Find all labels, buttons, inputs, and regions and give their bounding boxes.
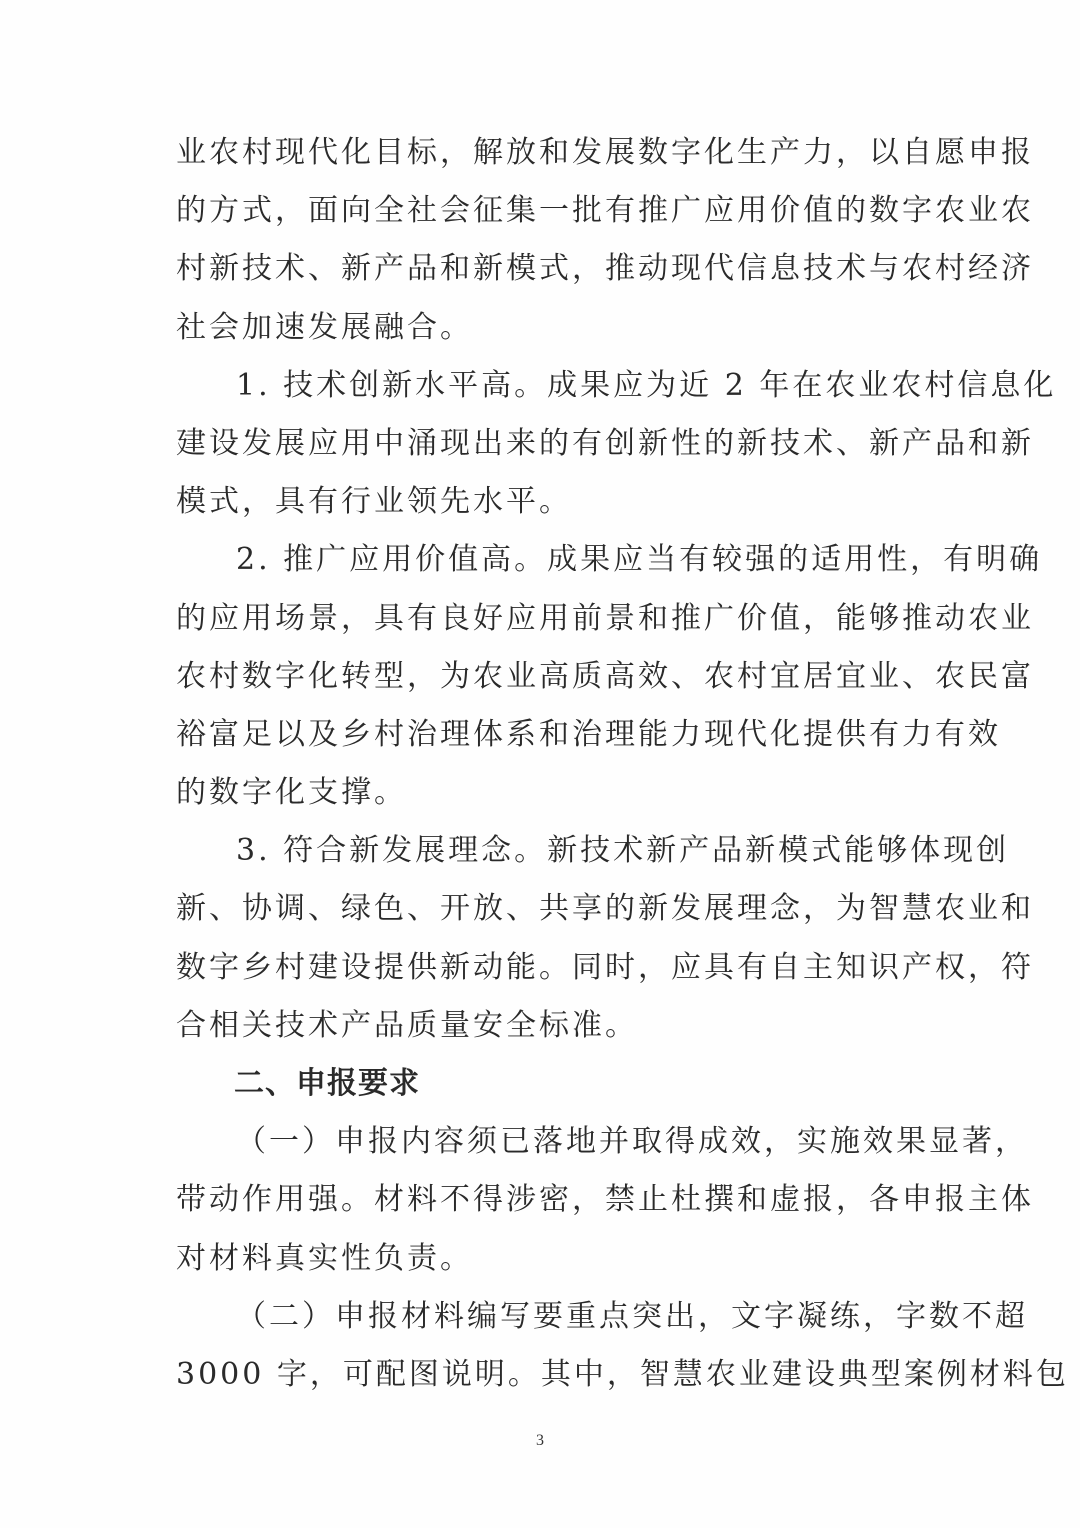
text-line: 合相关技术产品质量安全标准。 [176,1007,638,1043]
text-line: 模式，具有行业领先水平。 [176,484,572,520]
requirement-2-line: （二）申报材料编写要重点突出，文字凝练，字数不超 [236,1298,1028,1334]
text-line: 对材料真实性负责。 [176,1240,473,1276]
document-body [176,124,1069,1404]
section-heading: 二、申报要求 [234,1066,420,1101]
text-line: 的方式，面向全社会征集一批有推广应用价值的数字农业农 [176,193,1034,229]
text-line: 村新技术、新产品和新模式，推动现代信息技术与农村经济 [176,251,1034,287]
text-line: 的应用场景，具有良好应用前景和推广价值，能够推动农业 [176,600,1034,636]
text-line: 数字乡村建设提供新动能。同时，应具有自主知识产权，符 [176,949,1034,985]
requirement-1-line: （一）申报内容须已落地并取得成效，实施效果显著， [236,1124,1028,1160]
criterion-2-line: 2. 推广应用价值高。成果应当有较强的适用性，有明确 [236,542,1043,578]
criterion-3-line: 3. 符合新发展理念。新技术新产品新模式能够体现创 [236,833,1010,869]
text-line: 的数字化支撑。 [176,775,407,811]
text-line: 带动作用强。材料不得涉密，禁止杜撰和虚报，各申报主体 [176,1182,1034,1218]
text-line: 业农村现代化目标，解放和发展数字化生产力，以自愿申报 [176,135,1034,170]
text-line: 3000 字，可配图说明。其中，智慧农业建设典型案例材料包 [176,1356,1069,1392]
criterion-1-line: 1. 技术创新水平高。成果应为近 2 年在农业农村信息化 [236,367,1057,403]
text-line: 裕富足以及乡村治理体系和治理能力现代化提供有力有效 [176,716,1001,752]
text-line: 农村数字化转型，为农业高质高效、农村宜居宜业、农民富 [176,658,1034,694]
page-number: 3 [536,1432,544,1449]
text-line: 建设发展应用中涌现出来的有创新性的新技术、新产品和新 [176,425,1034,461]
text-line: 新、协调、绿色、开放、共享的新发展理念，为智慧农业和 [176,891,1034,927]
text-line: 社会加速发展融合。 [176,309,473,345]
